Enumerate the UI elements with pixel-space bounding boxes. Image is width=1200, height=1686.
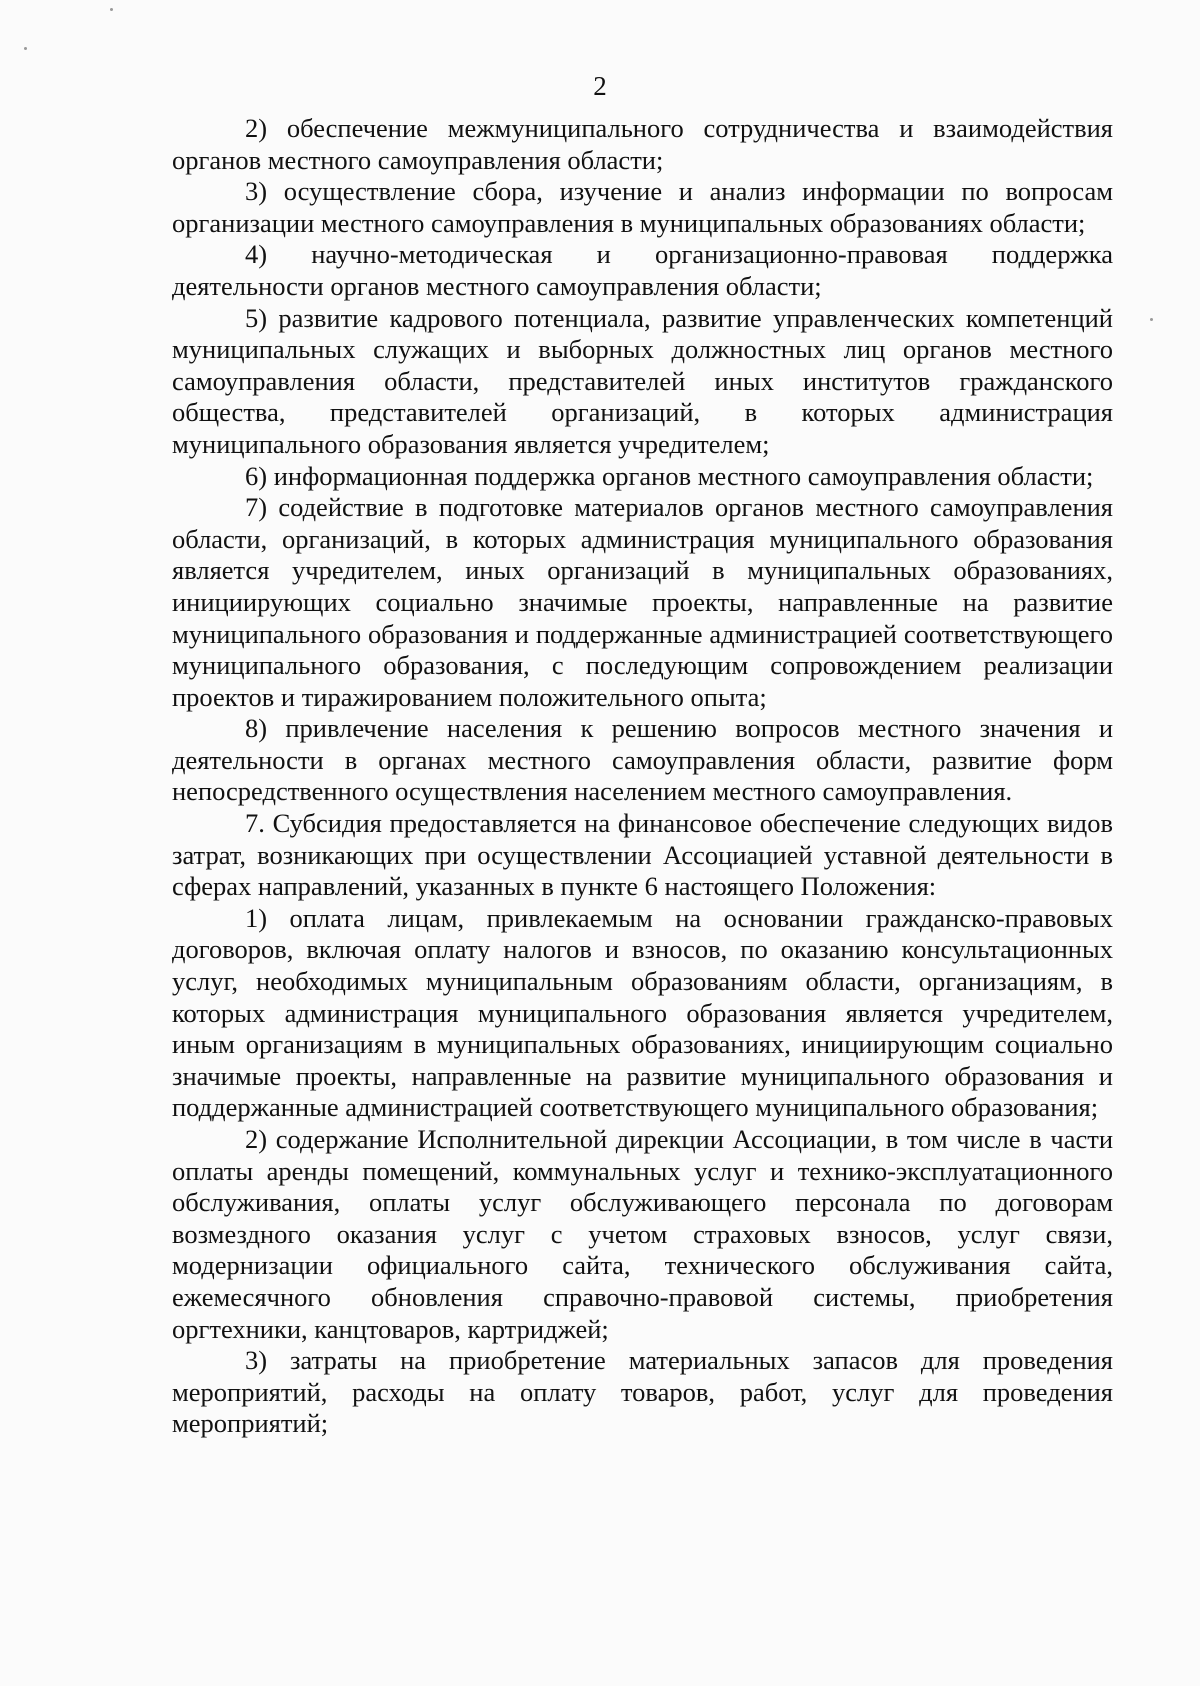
page-number: 2 bbox=[593, 71, 607, 101]
paragraph-item-2: 2) обеспечение межмуниципального сотрудничества и взаимодействия органов местного самоуправления области; bbox=[172, 113, 1113, 175]
paragraph-item-7: 7) содействие в подготовке материалов органов местного самоуправления области, организаций, в которых администрация муниципального образования является учредителем, иных организаций в муниципальных образованиях, инициирующих социально значимые проекты, направленные на развитие муниципального образования и поддержанные администрацией соответствующего муниципального образования, с последующим сопровождением реализации проектов и тиражированием положительного опыта; bbox=[172, 492, 1113, 712]
paragraph-cost-1: 1) оплата лицам, привлекаемым на основании гражданско-правовых договоров, включая оплату налогов и взносов, по оказанию консультационных услуг, необходимых муниципальным образованиям области, организациям, в которых администрация муниципального образования является учредителем, иным организациям в муниципальных образованиях, инициирующим социально значимые проекты, направленные на развитие муниципального образования и поддержанные администрацией соответствующего муниципального образования; bbox=[172, 902, 1113, 1123]
paragraph-item-3: 3) осуществление сбора, изучение и анализ информации по вопросам организации местного самоуправления в муниципальных образованиях области; bbox=[172, 176, 1113, 238]
paragraph-item-6: 6) информационная поддержка органов местного самоуправления области; bbox=[245, 460, 1094, 491]
paragraph-cost-3: 3) затраты на приобретение материальных запасов для проведения мероприятий, расходы на оплату товаров, работ, услуг для проведения мероприятий; bbox=[172, 1345, 1113, 1439]
document-body bbox=[172, 113, 1113, 1440]
paragraph-item-4: 4) научно-методическая и организационно-правовая поддержка деятельности органов местного самоуправления области; bbox=[172, 239, 1113, 301]
scan-speck bbox=[110, 8, 113, 11]
paragraph-item-5: 5) развитие кадрового потенциала, развитие управленческих компетенций муниципальных служащих и выборных должностных лиц органов местного самоуправления области, представителей иных институтов гражданского общества, представителей организаций, в которых администрация муниципального образования является учредителем; bbox=[172, 302, 1113, 459]
scan-speck bbox=[1150, 318, 1153, 321]
scan-speck bbox=[24, 47, 27, 50]
paragraph-cost-2: 2) содержание Исполнительной дирекции Ассоциации, в том числе в части оплаты аренды помещений, коммунальных услуг и технико-эксплуатационного обслуживания, оплаты услуг обслуживающего персонала по договорам возмездного оказания услуг с учетом страховых взносов, услуг связи, модернизации официального сайта, технического обслуживания сайта, ежемесячного обновления справочно-правовой системы, приобретения оргтехники, канцтоваров, картриджей; bbox=[172, 1124, 1113, 1344]
paragraph-section-7: 7. Субсидия предоставляется на финансовое обеспечение следующих видов затрат, возникающих при осуществлении Ассоциацией уставной деятельности в сферах направлений, указанных в пункте 6 настоящего Положения: bbox=[172, 808, 1113, 902]
paragraph-item-8: 8) привлечение населения к решению вопросов местного значения и деятельности в органах местного самоуправления области, развитие форм непосредственного осуществления населением местного самоуправления. bbox=[172, 713, 1113, 807]
